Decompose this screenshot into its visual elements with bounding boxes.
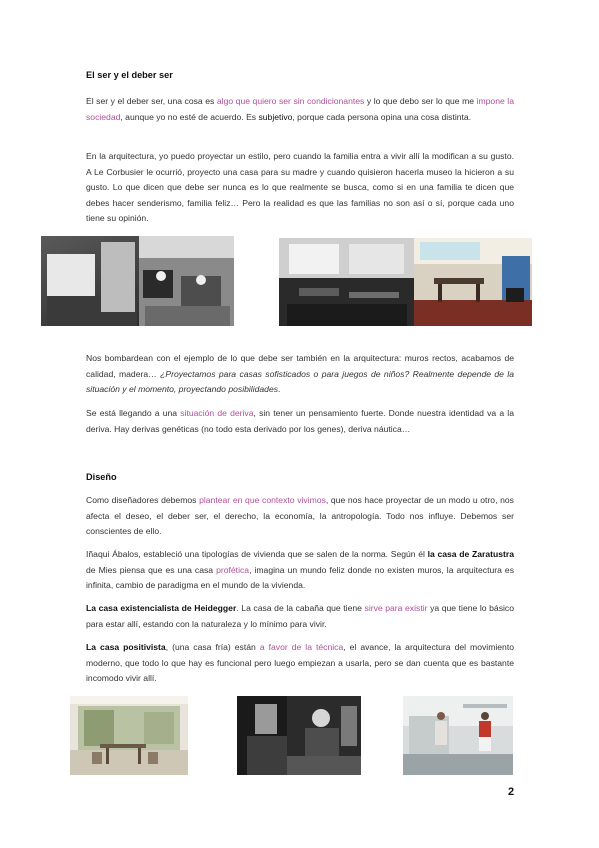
photo-positivist-house: [403, 696, 513, 775]
paragraph-diseno-4: La casa positivista, (una casa fría) están a favor de la técnica, el avance, la arquitectura del movimiento moderno, que todo lo que hay es funcional pero luego empiezan a usarla, pero se dan cuenta que es bastante incomodo vivir allí.: [86, 642, 514, 684]
paragraph-ser-2: En la arquitectura, yo puedo proyectar un estilo, pero cuando la familia entra a vivir allí la modifican a su gusto. A Le Corbusier le ocurrió, proyecto una casa para su madre y cuando quisieron hacerla museo la hicieron a su gusto. Lo que dicen que debe ser nunca es lo que realmente se busca, como si en una familia te dicen que debes hacer senderismo, familia feliz… Pero la realidad es que las familias no son así o sí, porque cada uno tiene su opinión.: [86, 151, 514, 224]
page-number: 2: [508, 786, 515, 798]
section-heading-diseno: Diseño: [86, 472, 117, 482]
paragraph-diseno-2: Iñaqui Ábalos, estableció una tipologías de vivienda que se salen de la norma. Según él la casa de Zaratustra de Mies piensa que es una casa profética, imagina un mundo feliz donde no existen muros, la arquitectura es infinita, cambio de paradigma en el mundo de la vivienda.: [86, 549, 514, 591]
paragraph-diseno-3: La casa existencialista de Heidegger. La casa de la cabaña que tiene sirve para existir ya que tiene lo básico para estar allí, estando con la naturaleza y lo mínimo para vivir.: [86, 603, 514, 629]
paragraph-ser-3: Nos bombardean con el ejemplo de lo que debe ser también en la arquitectura: muros rectos, acabamos de calidad, madera… ¿Proyectamos para casas sofisticados o para juegos de niños? Realmente depende de la situación y el momento, proyectando posibilidades.: [86, 353, 514, 395]
photo-interior-color: [414, 238, 532, 326]
paragraph-ser-4: Se está llegando a una situación de deriva, sin tener un pensamiento fuerte. Donde nuestra identidad va a la deriva. Hay derivas genéticas (no todo esta derivado por los genes), deriva náutica…: [86, 408, 514, 434]
photo-le-corbusier-house: [41, 236, 234, 326]
paragraph-ser-1: El ser y el deber ser, una cosa es algo que quiero ser sin condicionantes y lo que debo ser lo que me impone la sociedad, aunque yo no esté de acuerdo. Es subjetivo, porque cada persona opina una cosa distinta.: [86, 96, 514, 122]
section-heading-ser: El ser y el deber ser: [86, 70, 173, 80]
photo-heidegger: [237, 696, 361, 775]
photo-interior-bw: [279, 238, 414, 326]
paragraph-diseno-1: Como diseñadores debemos plantear en que contexto vivimos, que nos hace proyectar de un modo u otro, nos afecta el deseo, el deber ser, el derecho, la economía, la antropología. Todo nos influye. Debemos ser conscientes de ello.: [86, 495, 514, 537]
photo-farnsworth-house: [70, 696, 188, 775]
